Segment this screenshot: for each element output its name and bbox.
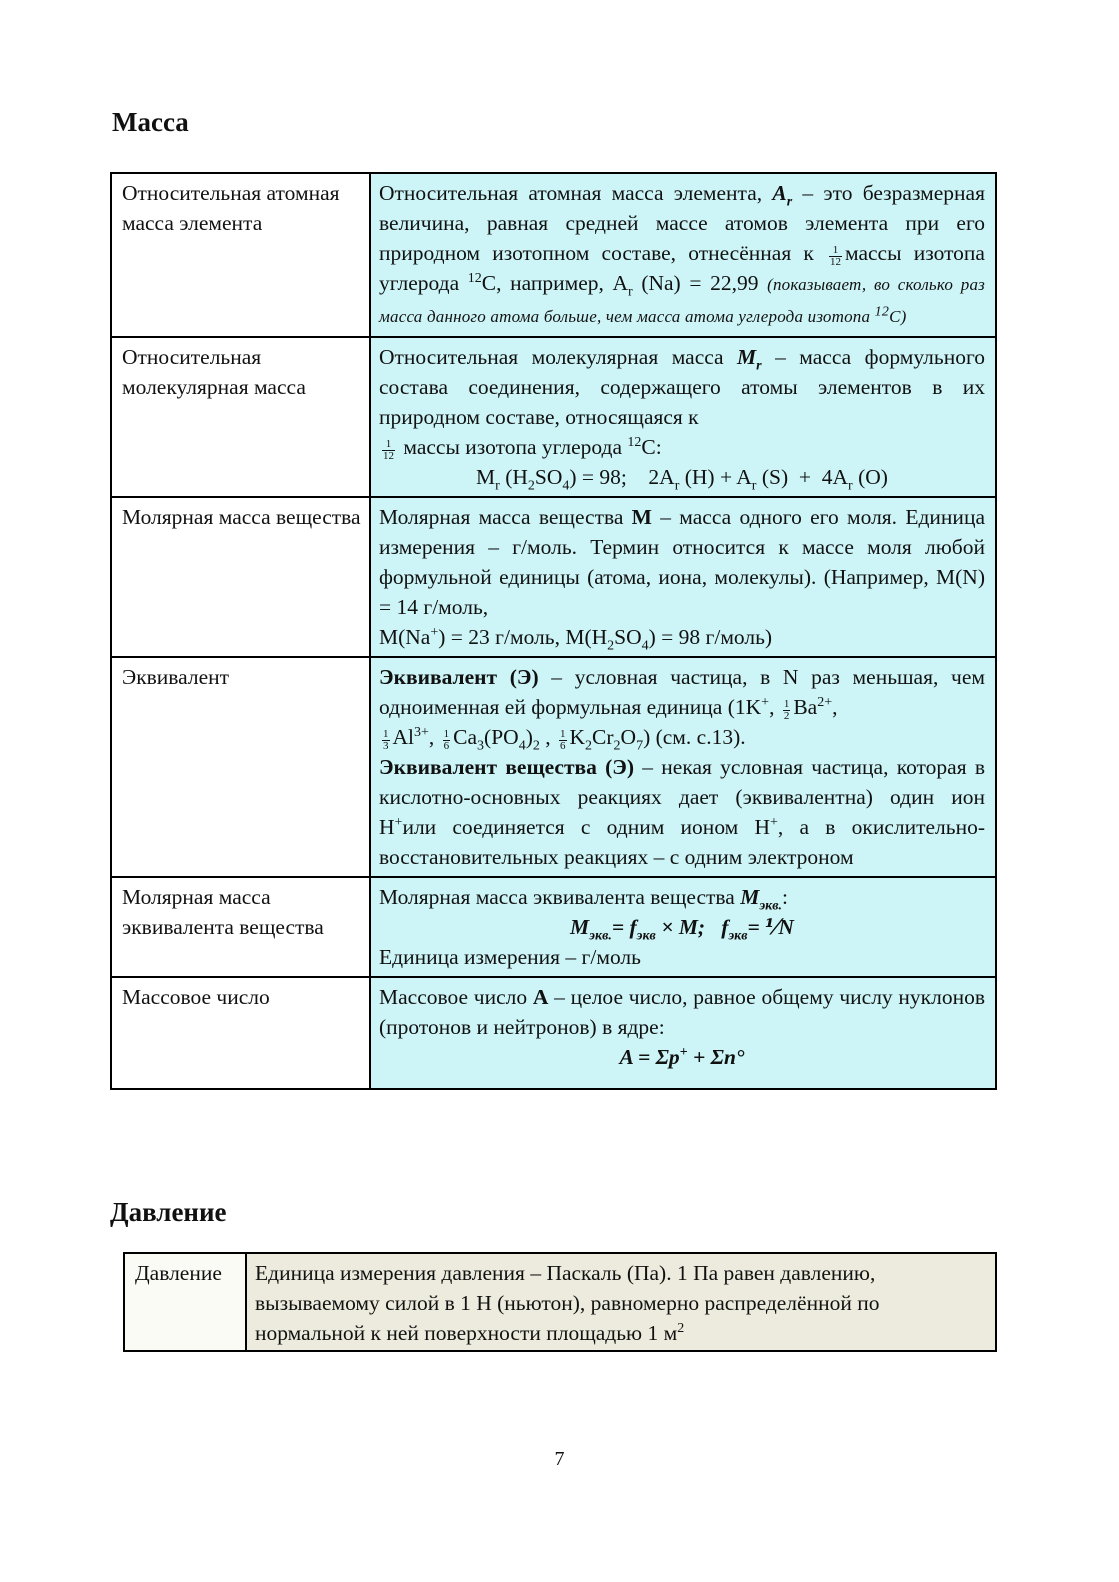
formula-part: ,	[428, 725, 440, 749]
formula-part: ,	[769, 695, 780, 719]
formula-part: M	[570, 915, 590, 939]
term-cell: Массовое число	[111, 977, 370, 1089]
note-superscript: 12	[874, 304, 890, 320]
fraction	[382, 729, 390, 752]
formula-subscript: r	[674, 478, 680, 494]
fraction	[559, 729, 567, 752]
table-row	[111, 877, 996, 977]
definition-text: – целое число, равное общему числу нуклонов (протонов и нейтронов) в ядре:	[379, 985, 985, 1039]
formula-subscript: 2	[607, 638, 615, 654]
table-row	[111, 173, 996, 337]
formula	[379, 912, 985, 942]
formula-part: ) = 98 г/моль)	[648, 625, 773, 649]
formula-part: Ba	[793, 695, 818, 719]
example-text: (Na) = 22,99	[632, 271, 768, 295]
term-cell: Молярная масса вещества	[111, 497, 370, 657]
formula-subscript: 2	[532, 738, 540, 754]
definition-text: C:	[641, 435, 662, 459]
formula-subscript: экв	[636, 928, 656, 944]
formula-subscript: 7	[636, 738, 644, 754]
formula-part: ) = 23 г/моль, M(H	[438, 625, 608, 649]
definition-text: – условная частица, в N раз меньшая, чем одноименная ей формульная единица (1K	[379, 665, 985, 719]
fraction-numerator: 1	[383, 727, 389, 740]
formula	[379, 462, 985, 492]
definition-text: – масса одного его моля. Единица измерения – г/моль. Термин относится к массе моля любой формульной единицы (атома, иона, молекулы). (Например, M(N) = 14 г/моль,	[379, 505, 985, 619]
fraction	[443, 729, 451, 752]
formula-subscript: r	[848, 478, 853, 494]
formula-part: Cr	[592, 725, 614, 749]
definition-text: Молярная масса вещества	[379, 505, 632, 529]
definition-cell	[370, 877, 996, 977]
definition-text: – это безразмерная величина, равная средней массе атомов элемента при его природном изотопном составе, отнесённая к	[379, 181, 985, 265]
note-text: C)	[889, 307, 907, 326]
formula-part: × M; f	[655, 915, 729, 939]
formula-subscript: 2	[585, 738, 593, 754]
definition-text: или соединяется с одним ионом H	[402, 815, 771, 839]
term-cell: Эквивалент	[111, 657, 370, 877]
symbol-subscript: r	[786, 194, 793, 210]
term-cell: Молярная масса эквивалента вещества	[111, 877, 370, 977]
formula-subscript: экв.	[589, 928, 612, 944]
formula-part: (H) + A	[679, 465, 752, 489]
definition-cell	[370, 657, 996, 877]
fraction-numerator: 1	[783, 697, 790, 710]
fraction-numerator: 1	[829, 245, 842, 257]
definition-text: , а в окислительно-восстановительных реакциях – с одним электроном	[379, 815, 986, 869]
definition-paragraph	[379, 752, 985, 872]
mass-table	[110, 172, 997, 1090]
pressure-table	[123, 1252, 997, 1352]
formula-part: (S) + 4A	[756, 465, 849, 489]
symbol-subscript: экв.	[759, 898, 783, 914]
formula-superscript: 2+	[817, 694, 833, 710]
formula-part: ,	[832, 695, 838, 719]
bold-term: Эквивалент (Э)	[379, 665, 539, 689]
formula-part: SO	[614, 625, 642, 649]
fraction-denominator: 3	[383, 739, 389, 752]
symbol: M	[740, 885, 760, 909]
definition-text: – некая условная частица, которая в кислотно-основных реакциях дает (эквивалентна) один ион H	[379, 755, 985, 839]
table-row	[111, 657, 996, 877]
definition-text: Относительная атомная масса элемента,	[379, 181, 773, 205]
formula-subscript: 4	[641, 638, 649, 654]
section-title-mass: Масса	[112, 107, 189, 137]
formula-superscript: +	[394, 814, 403, 830]
section-title-pressure: Давление	[110, 1197, 227, 1227]
formula-subscript: 2	[527, 478, 535, 494]
note-text: (показывает, во сколько раз масса данного атома больше, чем масса атома углерода изотопа	[379, 275, 985, 326]
definition-text: ) (см. с.13).	[643, 725, 746, 749]
example-subscript: r	[628, 284, 633, 300]
fraction-denominator: 2	[783, 709, 790, 722]
formula-part: (O)	[852, 465, 888, 489]
fraction	[783, 699, 791, 722]
formula-part: = f	[611, 915, 637, 939]
bold-term: Эквивалент вещества (Э)	[379, 755, 635, 779]
fraction-denominator: 12	[830, 255, 842, 268]
definition-cell	[370, 977, 996, 1089]
symbol: A	[532, 985, 549, 1009]
formula-part: )	[525, 725, 533, 749]
formula-subscript: r	[495, 478, 500, 494]
formula-part: M(Na	[379, 625, 431, 649]
table-row	[111, 977, 996, 1089]
definition-cell	[370, 173, 996, 337]
formula-part: = ⅟N	[747, 915, 794, 939]
definition-text: C, например,	[481, 271, 604, 295]
fraction	[382, 439, 395, 462]
formula-part: Ca	[453, 725, 478, 749]
definition-text: массы изотопа углерода	[398, 435, 628, 459]
formula-superscript: +	[761, 694, 770, 710]
symbol: A	[772, 181, 787, 205]
definition-text: – масса формульного состава соединения, содержащего атомы элементов в их природном составе, относящаяся к	[379, 345, 985, 429]
fraction-denominator: 6	[560, 739, 566, 752]
formula-superscript: +	[430, 624, 439, 640]
definition-cell	[246, 1253, 996, 1351]
fraction	[829, 245, 842, 268]
symbol: M	[737, 345, 757, 369]
formula-superscript: +	[770, 814, 778, 830]
formula-part: (PO	[484, 725, 519, 749]
page-number: 7	[554, 1448, 565, 1470]
isotope-superscript: 12	[627, 434, 642, 450]
definition-cell	[370, 337, 996, 497]
term-cell: Относительная молекулярная масса	[111, 337, 370, 497]
definition-text: Единица измерения – г/моль	[379, 945, 641, 969]
symbol-subscript: r	[756, 358, 762, 374]
formula-subscript: экв	[728, 928, 748, 944]
definition-text: Молярная масса эквивалента вещества	[379, 885, 741, 909]
example-symbol: A	[612, 271, 629, 295]
fraction-denominator: 12	[383, 449, 394, 462]
formula-part: (H	[499, 465, 528, 489]
table-row	[124, 1253, 996, 1351]
symbol: M	[631, 505, 652, 529]
definition-cell	[370, 497, 996, 657]
definition-text: Массовое число	[379, 985, 533, 1009]
formula-subscript: r	[751, 478, 757, 494]
formula-part: SO	[534, 465, 563, 489]
formula-subscript: 4	[562, 478, 570, 494]
formula	[379, 1042, 985, 1072]
term-cell: Относительная атомная масса элемента	[111, 173, 370, 337]
formula-subscript: 3	[477, 738, 485, 754]
formula-subscript: 4	[518, 738, 526, 754]
definition-text: Относительная молекулярная масса	[379, 345, 738, 369]
formula-subscript: 2	[613, 738, 621, 754]
fraction-numerator: 1	[382, 439, 395, 451]
fraction-numerator: 1	[560, 727, 566, 740]
isotope-superscript: 12	[467, 270, 482, 286]
definition-text: массы изотопа углерода	[379, 241, 985, 295]
formula-part: K	[569, 725, 586, 749]
formula-part: + Σn°	[687, 1045, 745, 1069]
formula-part: ) = 98; 2A	[569, 465, 675, 489]
formula-part: M	[476, 465, 496, 489]
definition-text: Единица измерения давления – Паскаль (Па). 1 Па равен давлению, вызываемому силой в 1 Н (ньютон), равномерно распределённой по нормальной к ней поверхности площадью 1 м	[255, 1261, 880, 1345]
definition-text: :	[782, 885, 788, 909]
formula-superscript: +	[679, 1044, 688, 1060]
formula-part: Al	[392, 725, 414, 749]
unit-superscript: 2	[677, 1320, 685, 1336]
term-cell: Давление	[124, 1253, 246, 1351]
formula-part: A = Σp	[619, 1045, 680, 1069]
table-row	[111, 337, 996, 497]
formula-part: O	[620, 725, 637, 749]
fraction-denominator: 6	[443, 739, 450, 752]
formula-superscript: 3+	[414, 724, 429, 740]
formula-part: ,	[539, 725, 556, 749]
table-row	[111, 497, 996, 657]
fraction-numerator: 1	[443, 727, 450, 740]
